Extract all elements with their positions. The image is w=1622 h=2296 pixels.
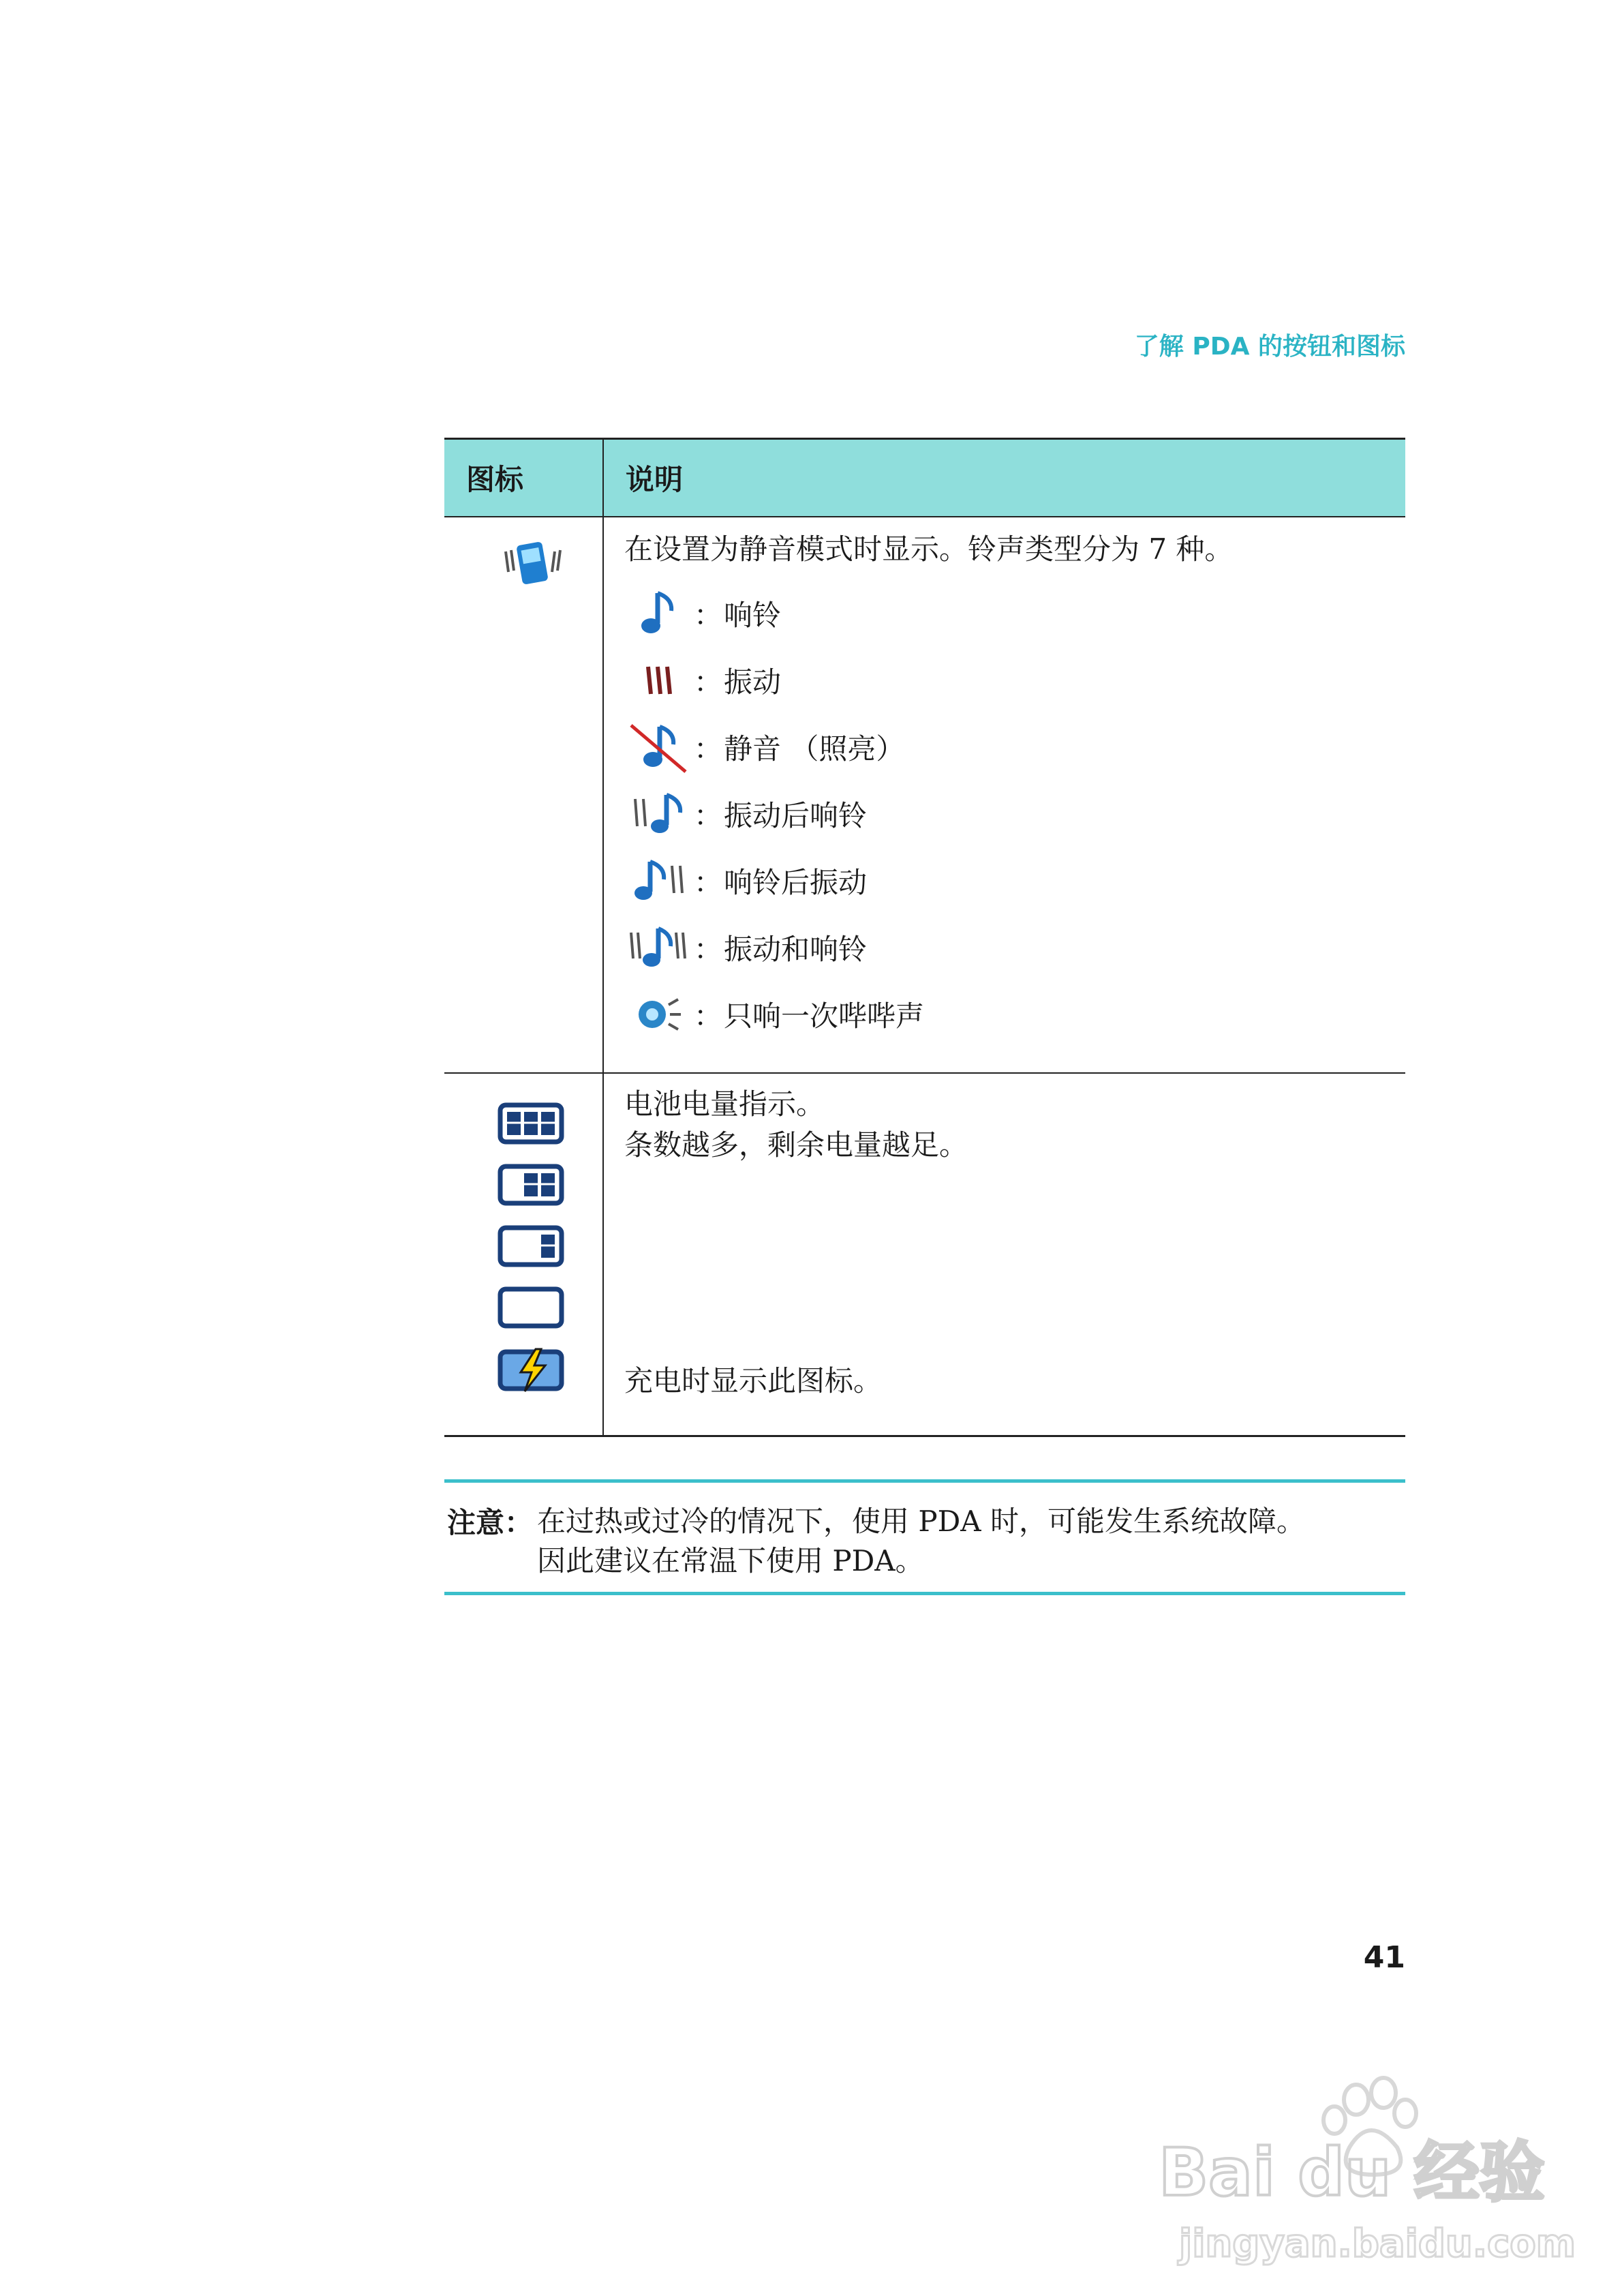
list-item — [624, 583, 781, 644]
list-item — [624, 783, 867, 845]
beep-icon — [628, 987, 689, 1042]
item-label-vibrate-and-ring: 振动和响铃 — [724, 933, 868, 966]
item-colon: ： — [693, 665, 722, 699]
silent-mode-intro: 在设置为静音模式时显示。铃声类型分为 7 种。 — [624, 532, 1234, 566]
running-header: 了解 PDA 的按钮和图标 — [1134, 333, 1405, 361]
mute-note-icon — [626, 719, 691, 776]
battery-level-text: 电池电量指示。 — [624, 1087, 825, 1121]
item-colon: ： — [693, 599, 722, 632]
item-label-vibrate-then-ring: 振动后响铃 — [724, 799, 868, 832]
item-label-ring-then-vibrate: 响铃后振动 — [724, 866, 868, 899]
table-row-battery — [444, 1074, 1405, 1435]
watermark-brand: Bai du 经验 — [1159, 2134, 1545, 2211]
table-row-silent-mode — [444, 517, 1405, 1074]
column-header-description: 说明 — [626, 463, 684, 496]
baidu-watermark-logo — [1152, 2072, 1576, 2277]
item-colon: ： — [693, 799, 722, 832]
list-item — [624, 917, 867, 978]
item-colon: ： — [693, 732, 722, 766]
list-item — [624, 650, 781, 711]
description-cell — [604, 517, 1405, 1072]
page-number: 41 — [1363, 1940, 1405, 1975]
ring-then-vibrate-icon — [626, 854, 691, 908]
description-cell — [604, 1074, 1405, 1435]
list-item — [624, 850, 867, 911]
item-colon: ： — [693, 999, 722, 1033]
battery-charging-icon — [498, 1346, 566, 1394]
vibrate-icon — [634, 656, 682, 704]
item-label-mute: 静音 （照亮） — [724, 732, 905, 766]
column-header-icon: 图标 — [444, 440, 604, 516]
battery-bars-text: 条数越多，剩余电量越足。 — [624, 1128, 968, 1162]
silent-mode-phone-icon — [499, 537, 567, 591]
item-label-ring: 响铃 — [724, 599, 782, 632]
battery-full-icon — [498, 1101, 566, 1146]
list-item — [624, 716, 904, 778]
item-label-vibrate: 振动 — [724, 665, 782, 699]
note-label: 注意： — [447, 1506, 534, 1539]
item-colon: ： — [693, 866, 722, 899]
icon-cell — [444, 517, 604, 1072]
watermark-url: jingyan.baidu.com — [1179, 2222, 1576, 2266]
vibrate-then-ring-icon — [626, 787, 691, 841]
note-line-1: 在过热或过冷的情况下，使用 PDA 时，可能发生系统故障。 — [537, 1505, 1305, 1538]
note-box — [444, 1479, 1405, 1595]
battery-empty-icon — [498, 1285, 566, 1330]
icon-cell — [444, 1074, 604, 1435]
note-line-2: 因此建议在常温下使用 PDA。 — [537, 1544, 924, 1577]
vibrate-and-ring-icon — [626, 920, 691, 975]
battery-two-bars-icon — [498, 1162, 566, 1207]
note-icon — [634, 586, 682, 641]
item-colon: ： — [693, 933, 722, 966]
list-item — [624, 984, 924, 1045]
table-header-row — [444, 440, 1405, 517]
icon-table — [444, 438, 1405, 1437]
item-label-beep: 只响一次哔哔声 — [724, 999, 925, 1033]
charging-text: 充电时显示此图标。 — [624, 1364, 883, 1398]
battery-one-bar-icon — [498, 1224, 566, 1269]
